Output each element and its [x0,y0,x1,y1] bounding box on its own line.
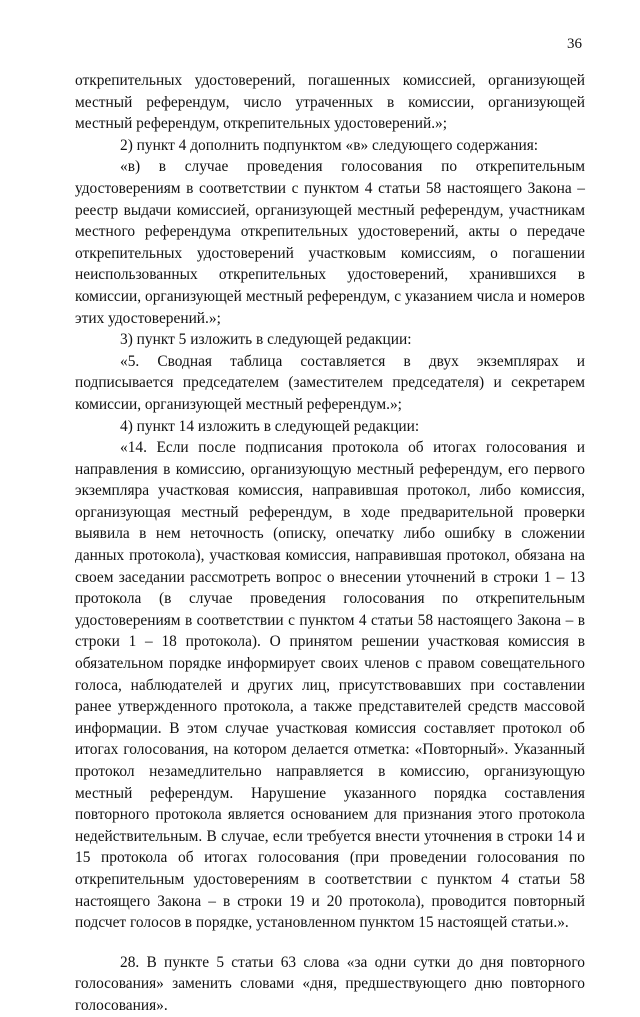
paragraph-item-3: 3) пункт 5 изложить в следующей редакции: [120,331,412,349]
paragraph-quote-5: «5. Сводная таблица составляется в двух экземплярах и подписывается председателем (заместителем председателя) и секретарем комиссии, организующей местный референдум.»; [75,352,585,413]
document-body [75,70,585,1017]
paragraph-quote-14: «14. Если после подписания протокола об итогах голосования и направления в комиссию, организующую местный референдум, его первого экземпляра участковая комиссия, направившая протокол, либо комиссия, организующая местный референдум, в ходе предварительной проверки выявила в нем неточность (описку, опечатку либо ошибку в сложении данных протокола), участковая комиссия, направившая протокол, обязана на своем заседании рассмотреть вопрос о внесении уточнений в строки 1 – 13 протокола (в случае проведения голосования по открепительным удостоверениям в соответствии с пунктом 4 статьи 58 настоящего Закона – в строки 1 – 18 протокола). О принятом решении участковая комиссия в обязательном порядке информирует своих членов с правом совещательного голоса, наблюдателей и других лиц, присутствовавших при составлении ранее утвержденного протокола, а также представителей средств массовой информации. В этом случае участковая комиссия составляет протокол об итогах голосования, на котором делается отметка: «Повторный». Указанный протокол незамедлительно направляется в комиссию, организующую местный референдум. Нарушение указанного порядка составления повторного протокола является основанием для признания этого протокола недействительным. В случае, если требуется внести уточнения в строки 14 и 15 протокола об итогах голосования (при проведении голосования по открепительным удостоверениям в соответствии с пунктом 4 статьи 58 настоящего Закона – в строки 19 и 20 протокола), проводится повторный подсчет голосов в порядке, установленном пунктом 15 настоящей статьи.». [75,439,585,932]
paragraph-continuation: открепительных удостоверений, погашенных комиссией, организующей местный референдум, число утраченных в комиссии, организующей местный референдум, открепительных удостоверений.»; [75,72,585,133]
paragraph-item-28: 28. В пункте 5 статьи 63 слова «за одни сутки до дня повторного голосования» заменить словами «дня, предшествующего дню повторного голосования». [75,953,585,1014]
paragraph-quote-v: «в) в случае проведения голосования по открепительным удостоверениям в соответствии с пунктом 4 статьи 58 настоящего Закона – реестр выдачи комиссией, организующей местный референдум, участникам местного референдума открепительных удостоверений, акты о передаче открепительных удостоверений участковым комиссиям, о погашении неиспользованных открепительных удостоверений, хранившихся в комиссии, организующей местный референдум, с указанием числа и номеров этих удостоверений.»; [75,158,585,327]
page-number: 36 [567,36,582,52]
paragraph-item-2: 2) пункт 4 дополнить подпунктом «в» следующего содержания: [120,136,539,154]
paragraph-item-4: 4) пункт 14 изложить в следующей редакции: [120,417,420,435]
